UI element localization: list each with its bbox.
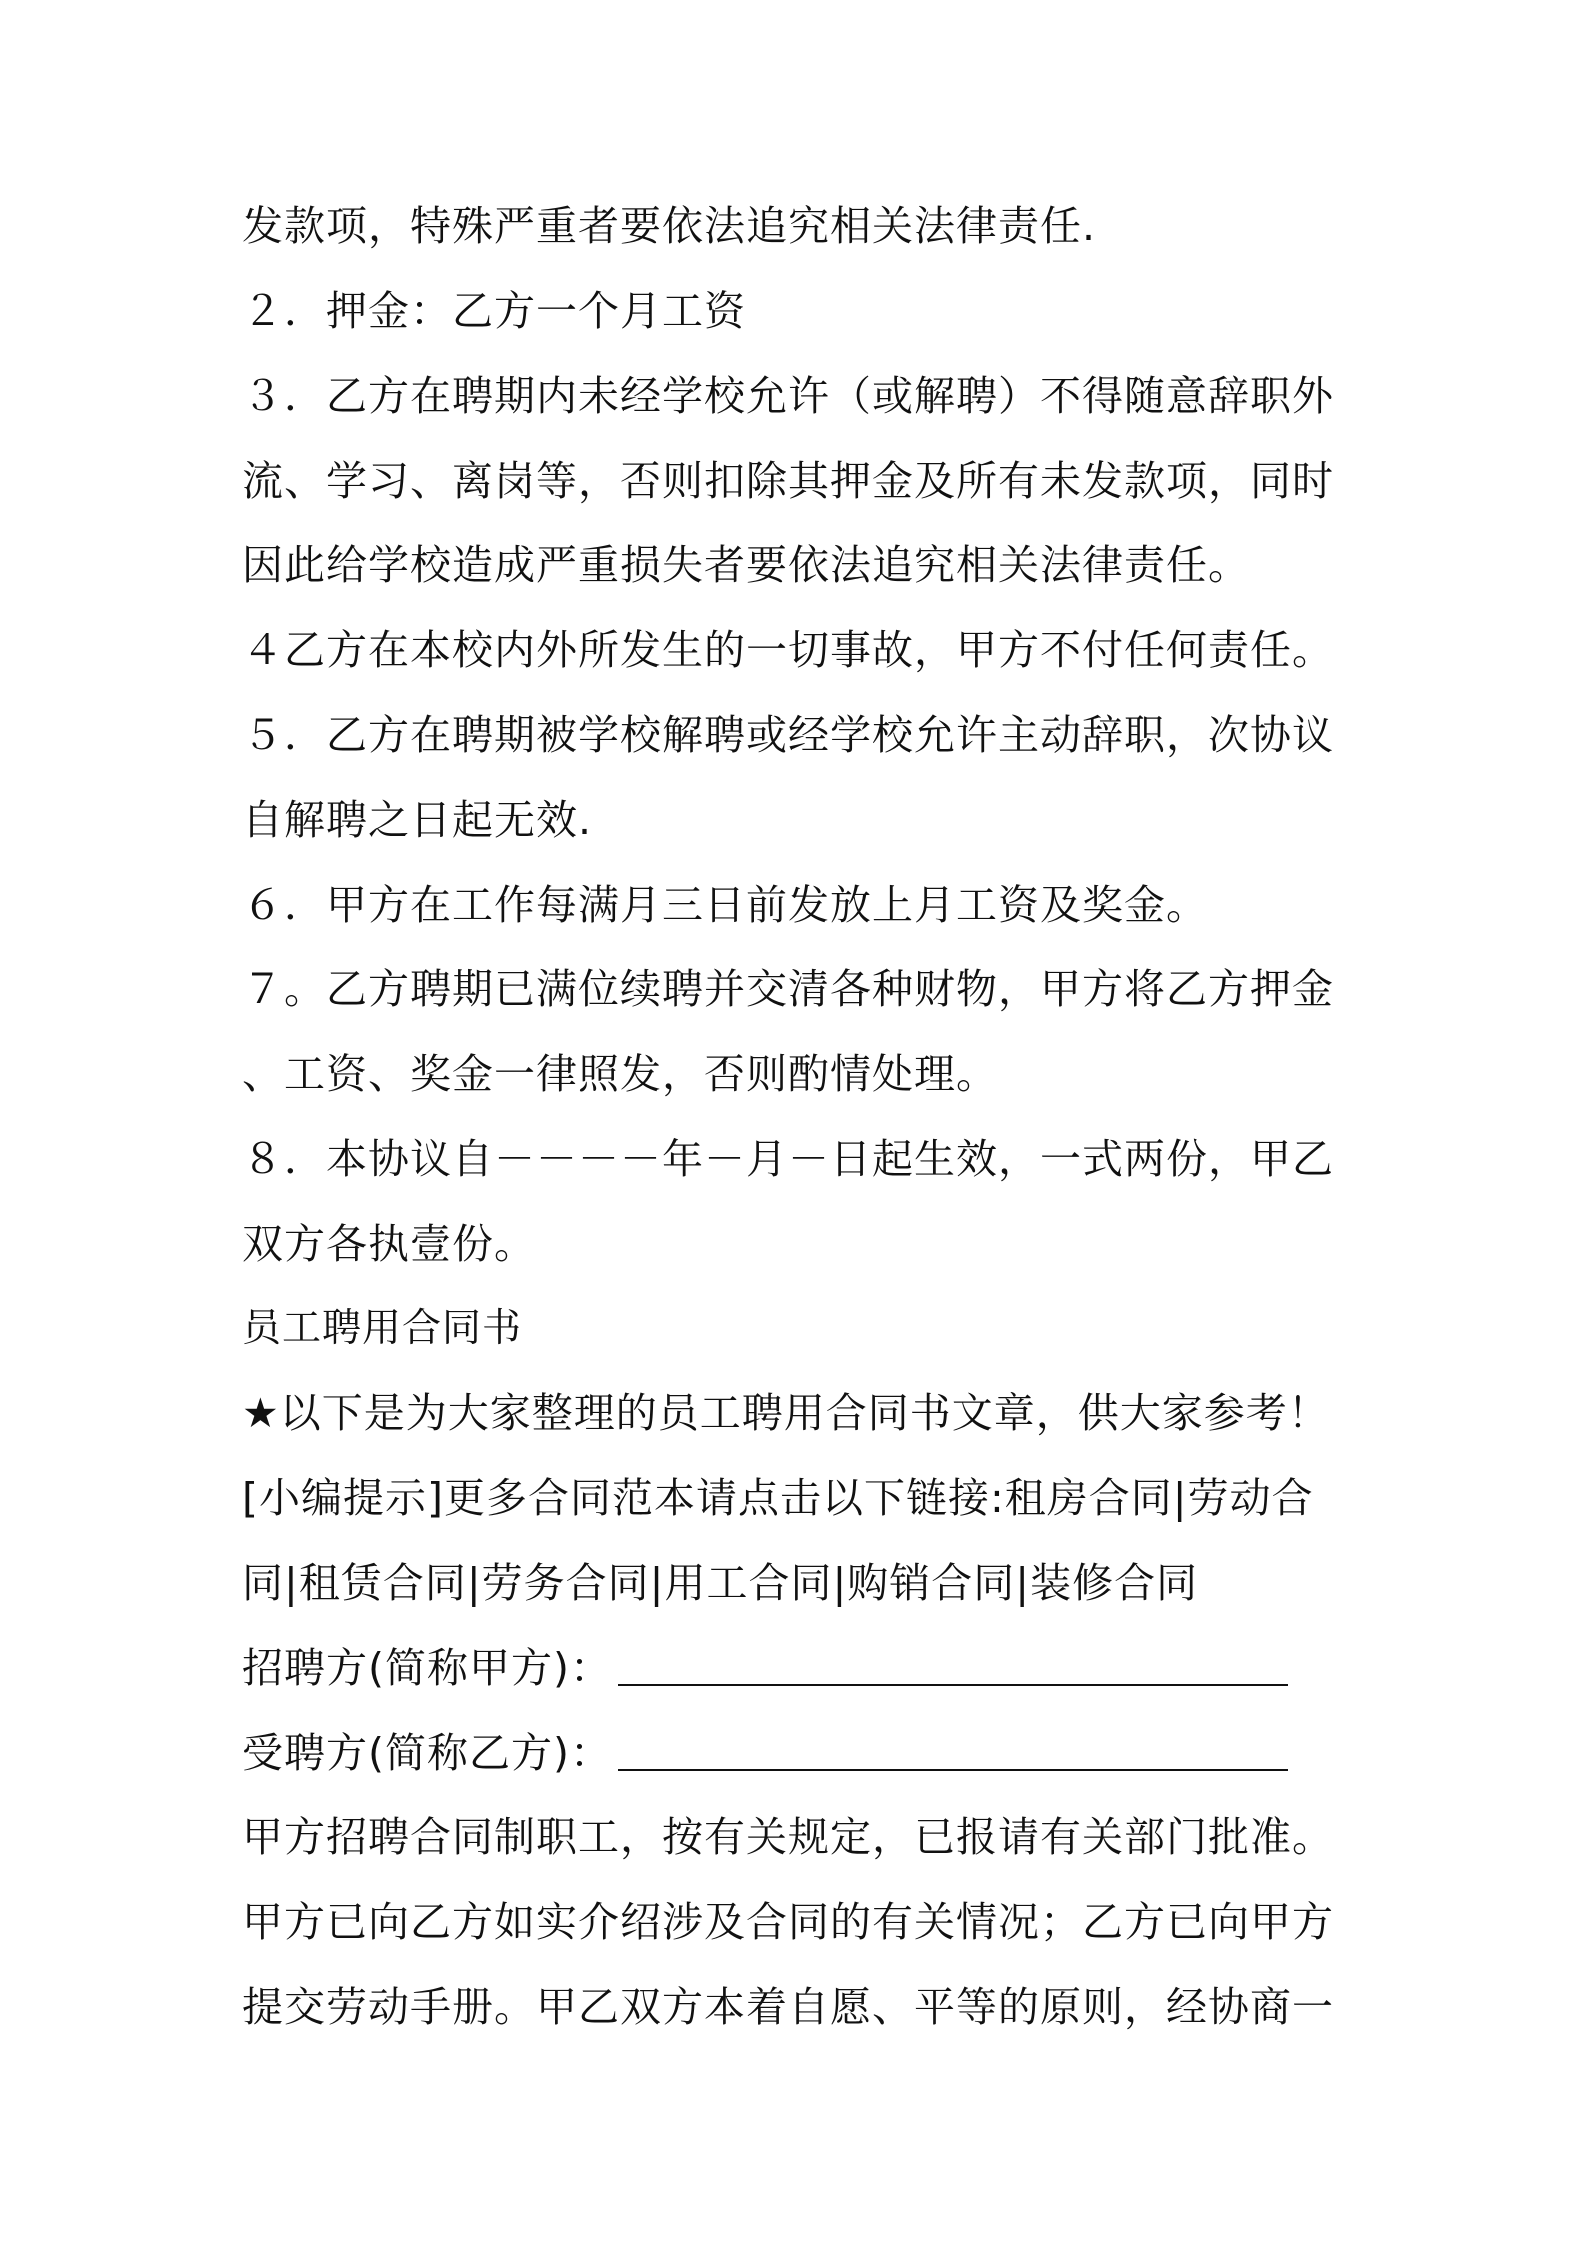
employer-label: 招聘方(简称甲方)： bbox=[242, 1644, 612, 1692]
text-line-16: [小编提示]更多合同范本请点击以下链接:租房合同|劳动合 bbox=[242, 1474, 1314, 1522]
text-line-2: ２．押金：乙方一个月工资 bbox=[242, 287, 746, 335]
text-line-4: 流、学习、离岗等，否则扣除其押金及所有未发款项，同时 bbox=[242, 457, 1334, 505]
employer-blank-line bbox=[618, 1648, 1288, 1686]
text-line-9: ６．甲方在工作每满月三日前发放上月工资及奖金。 bbox=[242, 881, 1208, 929]
text-line-12: ８．本协议自－－－－年－月－日起生效，一式两份，甲乙 bbox=[242, 1135, 1334, 1183]
employee-label: 受聘方(简称乙方)： bbox=[242, 1729, 612, 1777]
text-line-17: 同|租赁合同|劳务合同|用工合同|购销合同|装修合同 bbox=[242, 1559, 1199, 1607]
text-line-15: ★以下是为大家整理的员工聘用合同书文章，供大家参考！ bbox=[242, 1389, 1330, 1437]
employee-blank-line bbox=[618, 1733, 1288, 1771]
text-line-6: ４乙方在本校内外所发生的一切事故，甲方不付任何责任。 bbox=[242, 626, 1334, 674]
employer-field-row bbox=[242, 1638, 1362, 1698]
text-line-8: 自解聘之日起无效. bbox=[242, 796, 593, 844]
text-line-3: ３．乙方在聘期内未经学校允许（或解聘）不得随意辞职外 bbox=[242, 372, 1334, 420]
text-line-21: 甲方已向乙方如实介绍涉及合同的有关情况；乙方已向甲方 bbox=[242, 1898, 1334, 1946]
text-line-5: 因此给学校造成严重损失者要依法追究相关法律责任。 bbox=[242, 541, 1250, 589]
text-line-11: 、工资、奖金一律照发，否则酌情处理。 bbox=[242, 1050, 998, 1098]
employee-field-row bbox=[242, 1723, 1362, 1783]
text-line-7: ５．乙方在聘期被学校解聘或经学校允许主动辞职，次协议 bbox=[242, 711, 1334, 759]
section-title: 员工聘用合同书 bbox=[242, 1306, 523, 1351]
text-line-20: 甲方招聘合同制职工，按有关规定，已报请有关部门批准。 bbox=[242, 1813, 1334, 1861]
text-line-22: 提交劳动手册。甲乙双方本着自愿、平等的原则，经协商一 bbox=[242, 1983, 1334, 2031]
text-line-1: 发款项，特殊严重者要依法追究相关法律责任. bbox=[242, 202, 1097, 250]
text-line-10: ７。乙方聘期已满位续聘并交清各种财物，甲方将乙方押金 bbox=[242, 965, 1334, 1013]
text-line-13: 双方各执壹份。 bbox=[242, 1220, 536, 1268]
